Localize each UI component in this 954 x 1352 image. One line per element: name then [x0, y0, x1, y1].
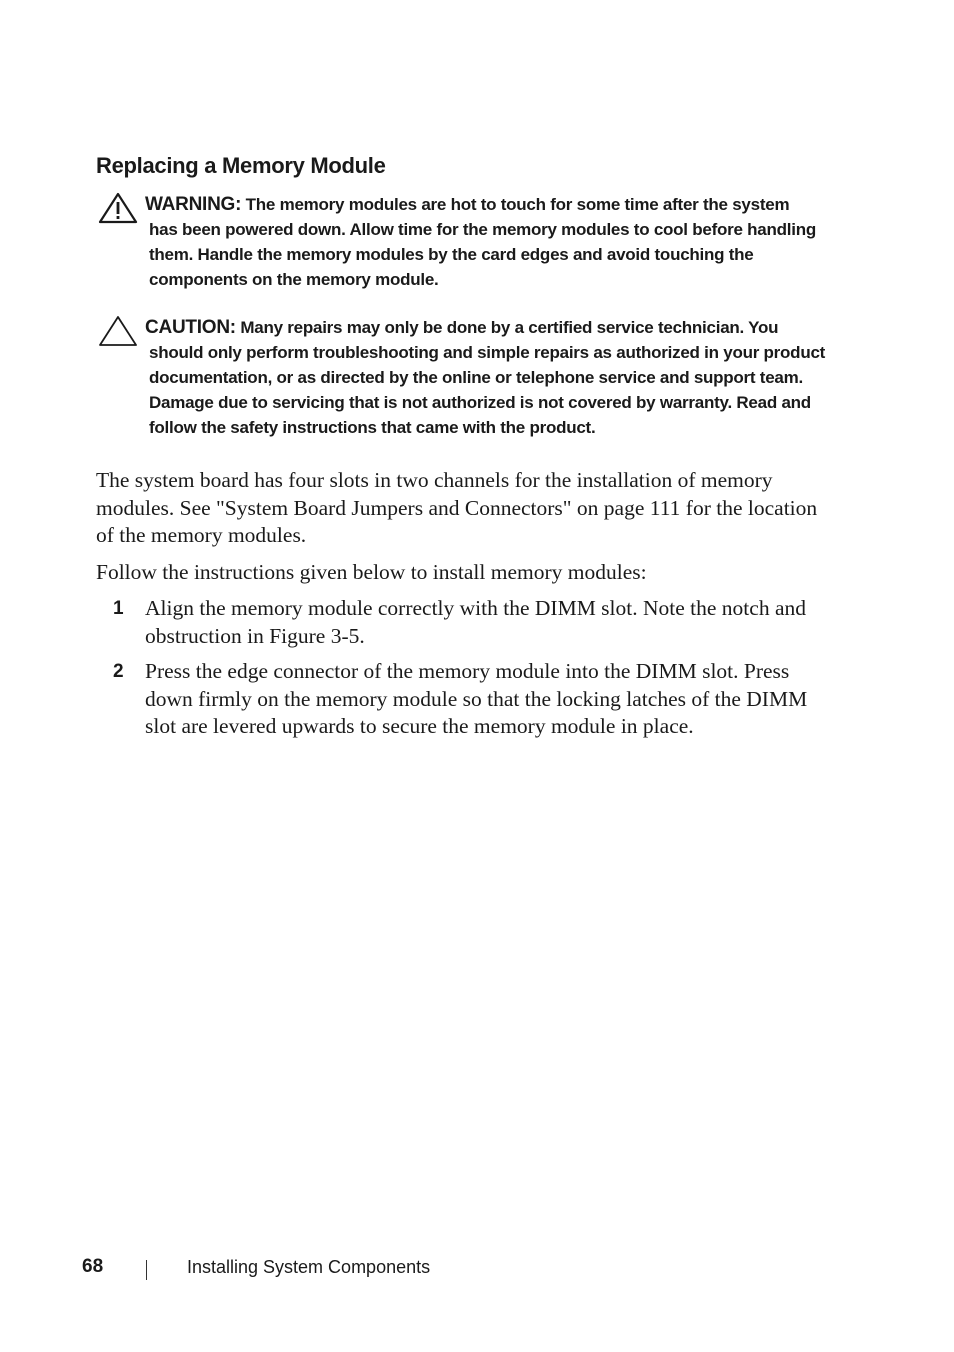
caution-label: CAUTION:	[145, 317, 236, 338]
caution-body-first: Many repairs may only be done by a certified service technician. You	[240, 318, 779, 337]
body-paragraph-2: Follow the instructions given below to install memory modules:	[96, 560, 647, 584]
warning-body-rest: has been powered down. Allow time for the memory modules to cool before handling them. Handle the memory modules by the card edges and avoid touching the components on the memory module.	[149, 220, 816, 289]
warning-text	[145, 192, 836, 292]
caution-body-rest: should only perform troubleshooting and simple repairs as authorized in your product documentation, or as directed by the online or telephone service and support team. Damage due to servicing that is not authorized is not covered by warranty. Read and follow the safety instructions that came with the product.	[149, 343, 826, 437]
list-item	[96, 658, 836, 741]
chapter-title: Installing System Components	[187, 1257, 431, 1277]
step-number: 2	[113, 661, 124, 682]
footer-divider	[146, 1260, 147, 1280]
caution-text	[145, 315, 836, 440]
page-number: 68	[82, 1256, 104, 1277]
caution-triangle-icon	[98, 315, 138, 347]
warning-triangle-icon	[98, 192, 138, 224]
step-text: Align the memory module correctly with the DIMM slot. Note the notch and obstruction in Figure 3-5.	[145, 596, 806, 648]
step-text: Press the edge connector of the memory module into the DIMM slot. Press down firmly on the memory module so that the locking latches of the DIMM slot are levered upwards to secure the memory module in place.	[145, 659, 808, 738]
warning-body-first: The memory modules are hot to touch for some time after the system	[245, 195, 790, 214]
page-footer	[0, 1256, 954, 1284]
body-paragraph-1: The system board has four slots in two channels for the installation of memory modules. See "System Board Jumpers and Connectors" on page 111 for the location of the memory modules.	[96, 468, 818, 547]
caution-notice	[96, 315, 836, 440]
list-item	[96, 595, 836, 650]
step-number: 1	[113, 598, 124, 619]
warning-label: WARNING:	[145, 194, 242, 215]
warning-notice	[96, 192, 836, 292]
section-title: Replacing a Memory Module	[96, 153, 386, 178]
